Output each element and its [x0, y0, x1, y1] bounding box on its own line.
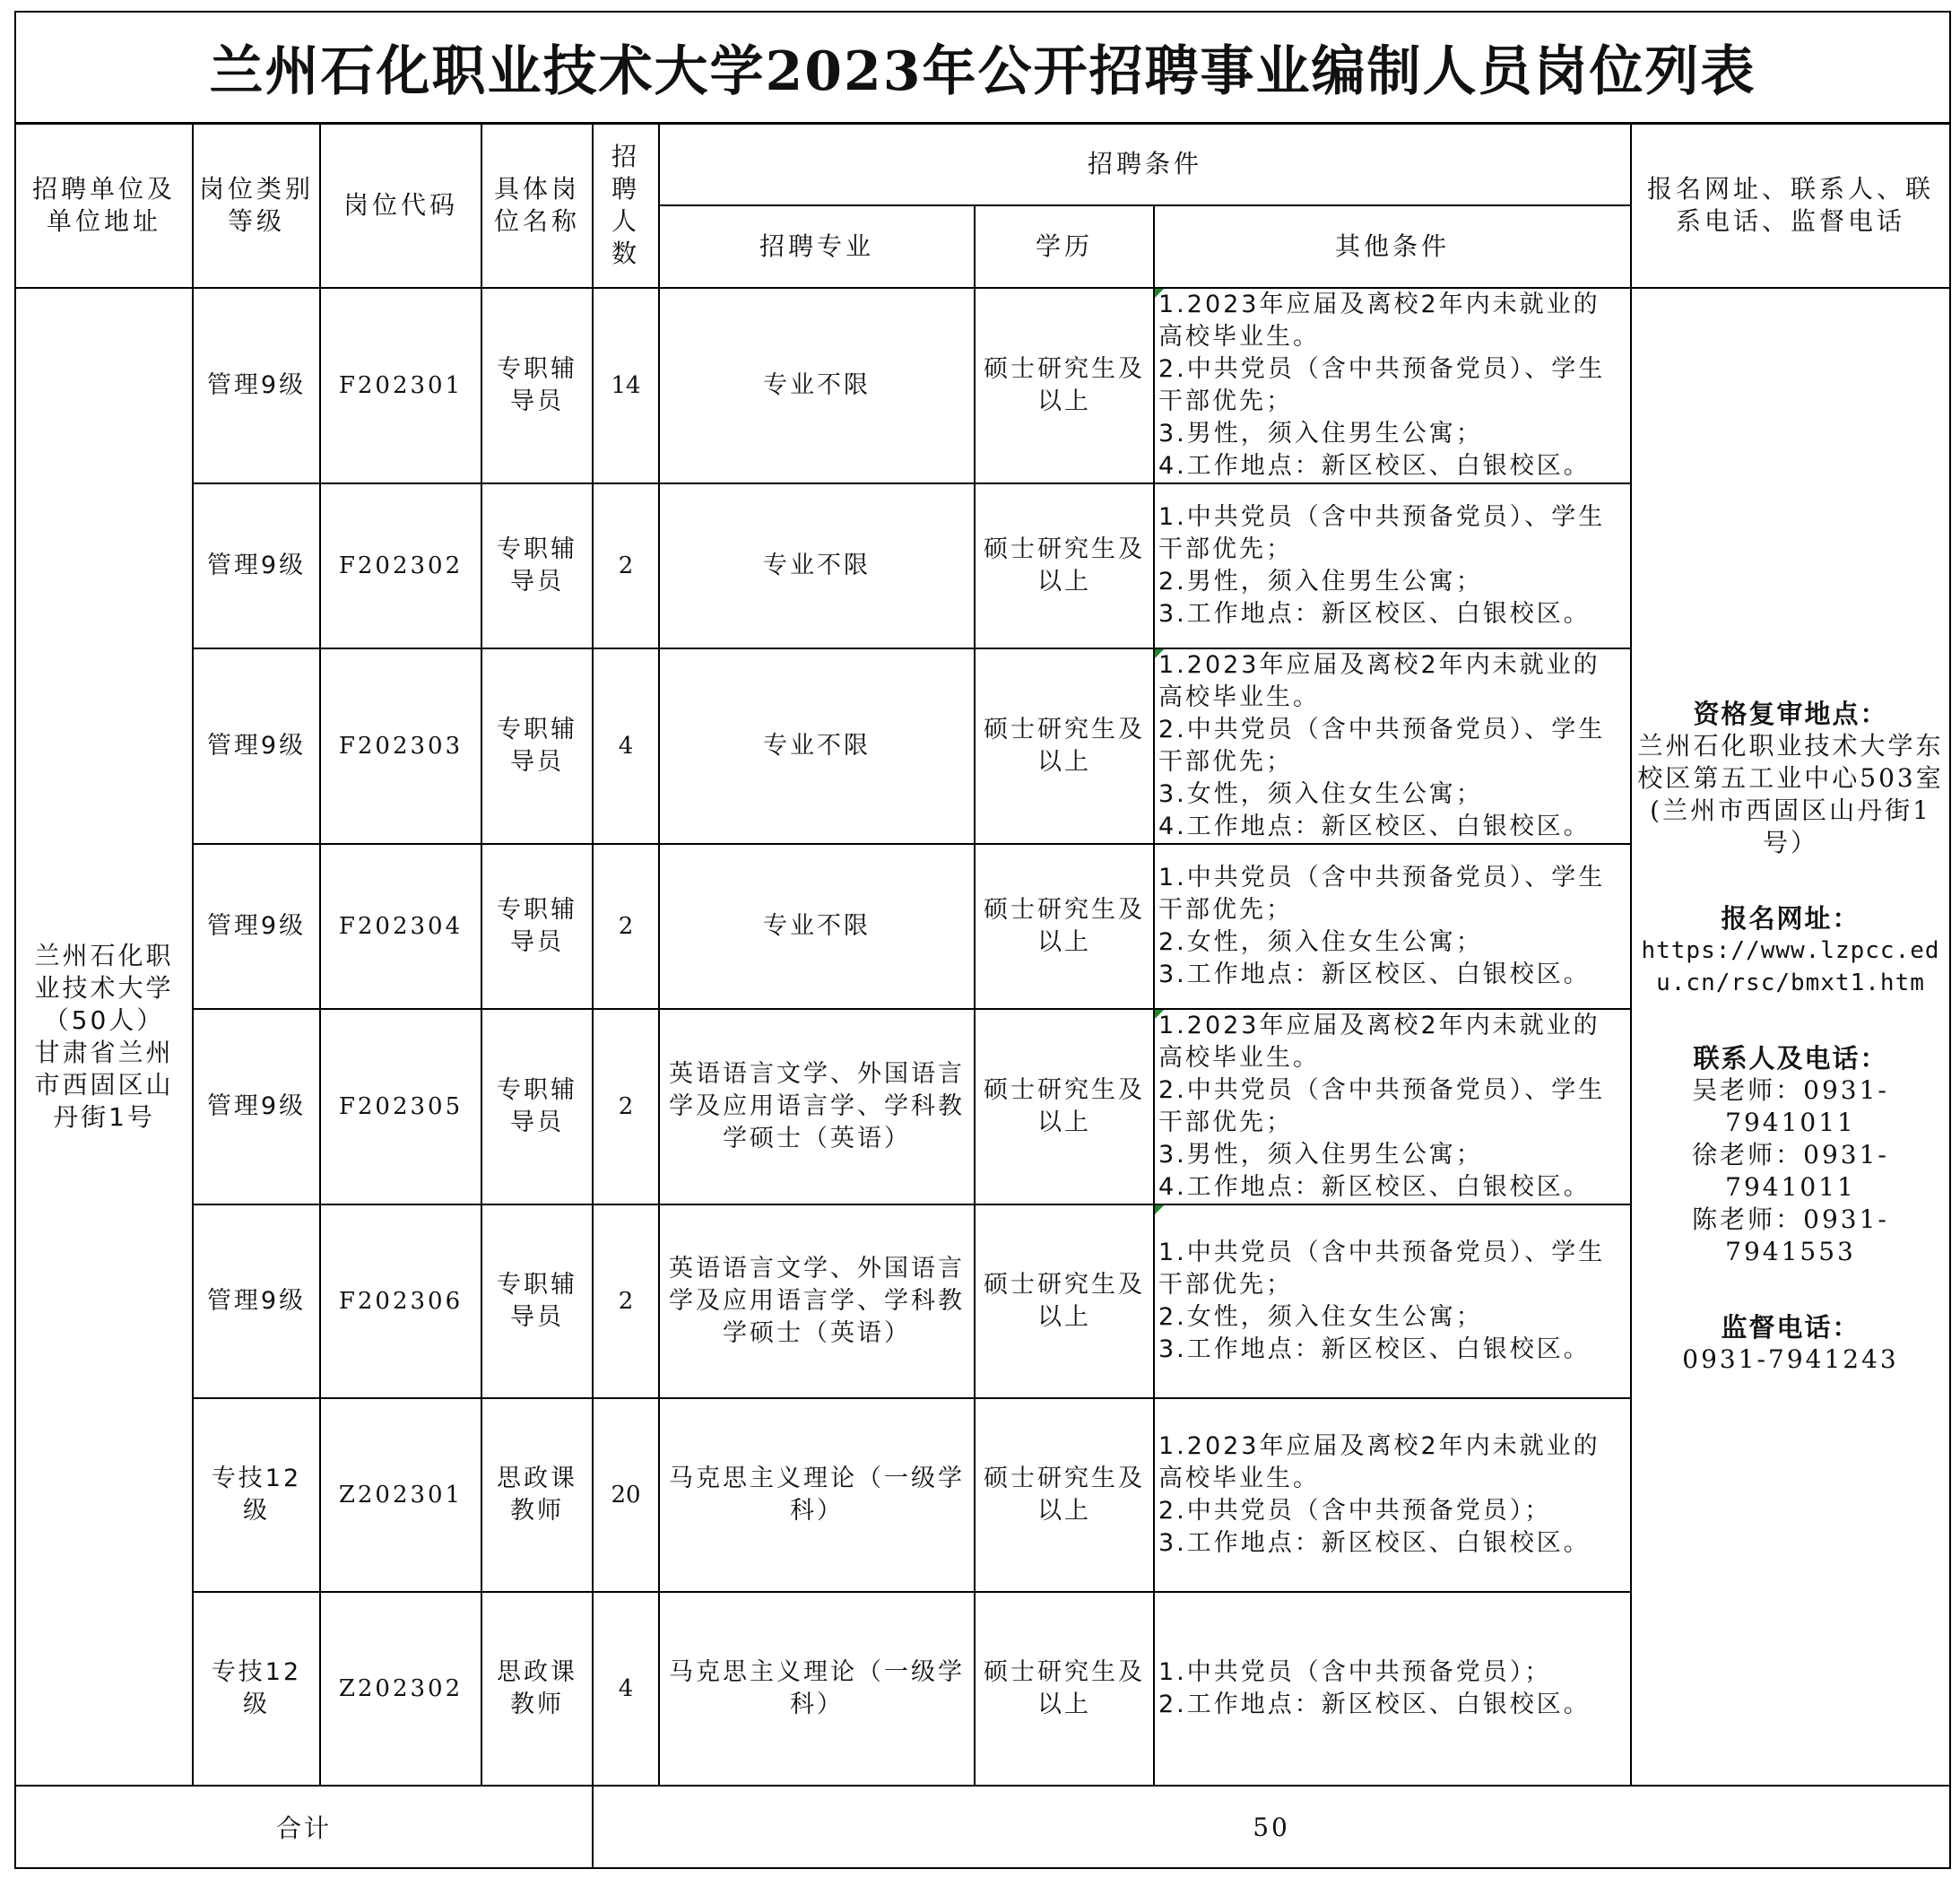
table-row	[15, 288, 1950, 483]
count-cell: 2	[593, 1009, 659, 1204]
major-cell: 专业不限	[659, 483, 975, 648]
education-cell: 硕士研究生及以上	[975, 483, 1154, 648]
comment-marker-icon	[1155, 289, 1164, 298]
position-cell: 专职辅导员	[481, 288, 593, 483]
condition-line: 3.男性，须入住男生公寓；	[1158, 1141, 1483, 1169]
count-cell: 2	[593, 844, 659, 1009]
condition-line: 1.中共党员（含中共预备党员）；	[1158, 1658, 1552, 1686]
condition-line: 1.2023年应届及离校2年内未就业的高校毕业生。	[1158, 651, 1600, 711]
code-cell: F202303	[320, 648, 481, 844]
condition-line: 3.工作地点：新区校区、白银校区。	[1158, 600, 1591, 628]
position-cell: 思政课教师	[481, 1592, 593, 1786]
header-contact: 报名网址、联系人、联系电话、监督电话	[1631, 123, 1950, 288]
unit-count: （50人）	[43, 1005, 165, 1035]
position-cell: 专职辅导员	[481, 483, 593, 648]
education-cell: 硕士研究生及以上	[975, 1592, 1154, 1786]
recruitment-table	[14, 11, 1951, 1869]
header-category: 岗位类别等级	[193, 123, 320, 288]
category-cell: 管理9级	[193, 288, 320, 483]
condition-line: 3.工作地点：新区校区、白银校区。	[1158, 1335, 1591, 1363]
condition-line: 2.中共党员（含中共预备党员）、学生干部优先；	[1158, 716, 1606, 776]
header-count: 招聘人数	[593, 123, 659, 288]
header-other: 其他条件	[1154, 205, 1631, 288]
condition-line: 2.工作地点：新区校区、白银校区。	[1158, 1691, 1591, 1718]
code-cell: Z202301	[320, 1398, 481, 1592]
condition-line: 1.2023年应届及离校2年内未就业的高校毕业生。	[1158, 291, 1600, 351]
major-cell: 马克思主义理论（一级学科）	[659, 1592, 975, 1786]
count-cell: 4	[593, 1592, 659, 1786]
code-cell: F202304	[320, 844, 481, 1009]
position-cell: 专职辅导员	[481, 648, 593, 844]
total-value: 50	[593, 1786, 1950, 1868]
education-cell: 硕士研究生及以上	[975, 648, 1154, 844]
review-place: 兰州石化职业技术大学东校区第五工业中心503室(兰州市西固区山丹街1号）	[1637, 731, 1944, 857]
conditions-cell	[1154, 844, 1631, 1009]
people-heading: 联系人及电话：	[1693, 1043, 1888, 1074]
position-cell: 专职辅导员	[481, 1009, 593, 1204]
major-cell: 专业不限	[659, 844, 975, 1009]
unit-cell	[15, 288, 193, 1786]
unit-name: 兰州石化职业技术大学	[34, 941, 174, 1003]
condition-line: 1.中共党员（含中共预备党员）、学生干部优先；	[1158, 1239, 1606, 1299]
conditions-cell	[1154, 483, 1631, 648]
condition-line: 1.2023年应届及离校2年内未就业的高校毕业生。	[1158, 1432, 1600, 1492]
site-heading: 报名网址：	[1721, 903, 1860, 934]
condition-line: 3.女性，须入住女生公寓；	[1158, 780, 1483, 808]
condition-line: 2.中共党员（含中共预备党员）；	[1158, 1497, 1552, 1525]
condition-line: 2.女性，须入住女生公寓；	[1158, 928, 1483, 956]
comment-marker-icon	[1155, 649, 1164, 658]
code-cell: F202306	[320, 1204, 481, 1398]
education-cell: 硕士研究生及以上	[975, 844, 1154, 1009]
category-cell: 管理9级	[193, 1204, 320, 1398]
category-cell: 专技12级	[193, 1398, 320, 1592]
major-cell: 专业不限	[659, 288, 975, 483]
code-cell: F202302	[320, 483, 481, 648]
code-cell: F202305	[320, 1009, 481, 1204]
unit-address: 甘肃省兰州市西固区山丹街1号	[34, 1038, 174, 1132]
header-conditions: 招聘条件	[659, 123, 1631, 205]
category-cell: 管理9级	[193, 1009, 320, 1204]
contact-person: 徐老师：0931-7941011	[1692, 1140, 1889, 1202]
header-code: 岗位代码	[320, 123, 481, 288]
code-cell: Z202302	[320, 1592, 481, 1786]
header-position: 具体岗位名称	[481, 123, 593, 288]
condition-line: 4.工作地点：新区校区、白银校区。	[1158, 452, 1591, 480]
condition-line: 3.男性，须入住男生公寓；	[1158, 420, 1483, 448]
major-cell: 马克思主义理论（一级学科）	[659, 1398, 975, 1592]
education-cell: 硕士研究生及以上	[975, 1009, 1154, 1204]
conditions-cell	[1154, 1009, 1631, 1204]
major-cell: 英语语言文学、外国语言学及应用语言学、学科教学硕士（英语）	[659, 1204, 975, 1398]
education-cell: 硕士研究生及以上	[975, 1398, 1154, 1592]
code-cell: F202301	[320, 288, 481, 483]
condition-line: 1.中共党员（含中共预备党员）、学生干部优先；	[1158, 503, 1606, 563]
count-cell: 2	[593, 483, 659, 648]
conditions-cell	[1154, 1592, 1631, 1786]
condition-line: 1.2023年应届及离校2年内未就业的高校毕业生。	[1158, 1012, 1600, 1072]
conditions-cell	[1154, 648, 1631, 844]
recruitment-table-sheet	[14, 11, 1949, 1869]
supervise-phone: 0931-7941243	[1682, 1344, 1899, 1374]
condition-line: 2.中共党员（含中共预备党员）、学生干部优先；	[1158, 1076, 1606, 1136]
comment-marker-icon	[1155, 1205, 1164, 1214]
position-cell: 思政课教师	[481, 1398, 593, 1592]
header-unit: 招聘单位及单位地址	[15, 123, 193, 288]
conditions-cell	[1154, 288, 1631, 483]
count-cell: 14	[593, 288, 659, 483]
condition-line: 4.工作地点：新区校区、白银校区。	[1158, 813, 1591, 840]
condition-line: 3.工作地点：新区校区、白银校区。	[1158, 1529, 1591, 1557]
category-cell: 管理9级	[193, 648, 320, 844]
major-cell: 专业不限	[659, 648, 975, 844]
comment-marker-icon	[1155, 1010, 1164, 1019]
condition-line: 2.男性，须入住男生公寓；	[1158, 568, 1483, 596]
education-cell: 硕士研究生及以上	[975, 1204, 1154, 1398]
education-cell: 硕士研究生及以上	[975, 288, 1154, 483]
count-cell: 4	[593, 648, 659, 844]
supervise-heading: 监督电话：	[1721, 1312, 1860, 1343]
header-education: 学历	[975, 205, 1154, 288]
major-cell: 英语语言文学、外国语言学及应用语言学、学科教学硕士（英语）	[659, 1009, 975, 1204]
category-cell: 管理9级	[193, 483, 320, 648]
conditions-cell	[1154, 1204, 1631, 1398]
position-cell: 专职辅导员	[481, 844, 593, 1009]
condition-line: 3.工作地点：新区校区、白银校区。	[1158, 961, 1591, 988]
condition-line: 1.中共党员（含中共预备党员）、学生干部优先；	[1158, 864, 1606, 924]
condition-line: 2.女性，须入住女生公寓；	[1158, 1303, 1483, 1331]
count-cell: 20	[593, 1398, 659, 1592]
contact-cell	[1631, 288, 1950, 1786]
total-label: 合计	[15, 1786, 593, 1868]
count-cell: 2	[593, 1204, 659, 1398]
category-cell: 管理9级	[193, 844, 320, 1009]
page-title: 兰州石化职业技术大学2023年公开招聘事业编制人员岗位列表	[15, 12, 1950, 123]
site-url-link[interactable]: https://www.lzpcc.edu.cn/rsc/bmxt1.htm	[1641, 937, 1940, 996]
condition-line: 2.中共党员（含中共预备党员）、学生干部优先；	[1158, 355, 1606, 415]
condition-line: 4.工作地点：新区校区、白银校区。	[1158, 1173, 1591, 1201]
contact-person: 陈老师：0931-7941553	[1692, 1204, 1889, 1266]
header-major: 招聘专业	[659, 205, 975, 288]
conditions-cell	[1154, 1398, 1631, 1592]
contact-person: 吴老师：0931-7941011	[1692, 1075, 1889, 1137]
category-cell: 专技12级	[193, 1592, 320, 1786]
review-heading: 资格复审地点：	[1693, 699, 1888, 729]
position-cell: 专职辅导员	[481, 1204, 593, 1398]
